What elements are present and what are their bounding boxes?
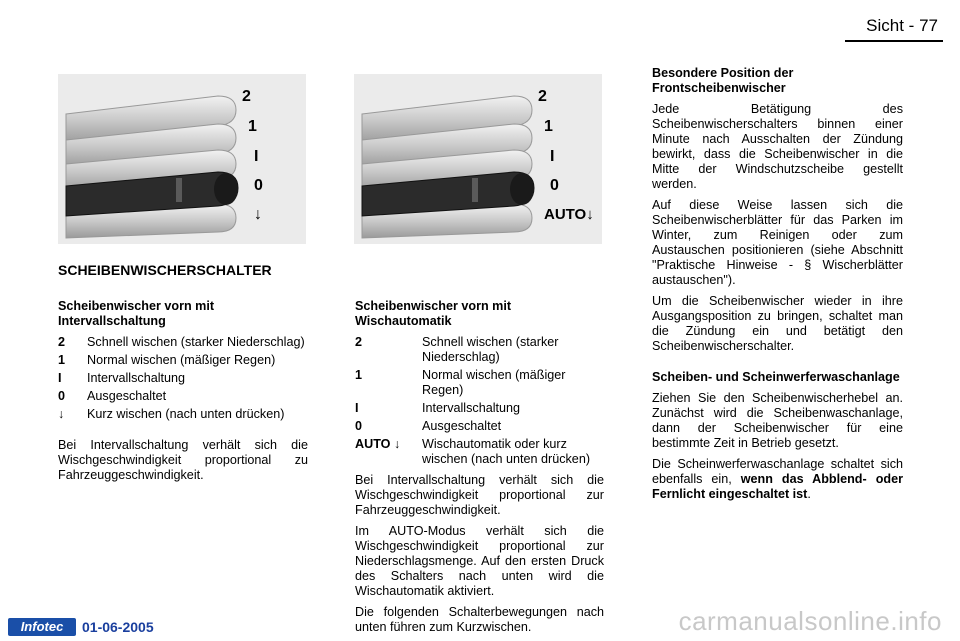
body-paragraph: Bei Intervallschaltung verhält sich die Wischgeschwindigkeit proportional zur Fahrzeuggeschwindigkeit. xyxy=(355,473,604,517)
position-row xyxy=(58,407,308,422)
position-label-1: 1 xyxy=(544,118,553,135)
position-key: ↓ xyxy=(58,407,65,421)
watermark: carmanualsonline.info xyxy=(678,606,942,636)
position-label-2: 2 xyxy=(538,88,547,105)
page-number: 77 xyxy=(919,16,938,35)
wiper-stalk-illustration xyxy=(58,74,306,244)
position-label-2: 2 xyxy=(242,88,251,105)
body-paragraph: Jede Betätigung des Scheibenwischerschalters binnen einer Minute nach Ausschalten der Zündung bewirkt, dass die Scheibenwischer in die Mitte der Windschutzscheibe gestellt werden. xyxy=(652,102,903,191)
position-desc: Ausgeschaltet xyxy=(422,419,502,433)
position-key: 1 xyxy=(58,353,66,367)
wiper-stalk-diagram-right xyxy=(354,74,602,244)
position-label-0: 0 xyxy=(254,177,263,194)
position-desc: Normal wischen (mäßiger Regen) xyxy=(87,353,276,367)
position-label-auto: AUTO↓ xyxy=(544,206,594,223)
position-desc: Schnell wischen (starker Niederschlag) xyxy=(422,335,559,364)
position-key: I xyxy=(58,371,62,385)
position-key: 2 xyxy=(58,335,66,349)
position-row xyxy=(355,401,604,416)
position-key: 2 xyxy=(355,335,363,349)
body-paragraph: Im AUTO-Modus verhält sich die Wischgeschwindigkeit proportional zur Niederschlagsmenge. Auf den ersten Druck des Schalters nach unten wird die Wischautomatik aktiviert. xyxy=(355,524,604,598)
position-row xyxy=(58,353,308,368)
body-paragraph: Ziehen Sie den Scheibenwischerhebel an. Zunächst wird die Scheibenwaschanlage, dann der Scheibenwischer für eine bestimmte Zeit in Betrieb gesetzt. xyxy=(652,391,903,450)
column-heading: Scheibenwischer vorn mit Intervallschaltung xyxy=(58,299,215,328)
position-desc: Intervallschaltung xyxy=(422,401,521,415)
position-row xyxy=(355,335,604,365)
last-para-start: Die Scheinwerferwaschanlage schaltet sich ebenfalls ein, xyxy=(652,457,903,486)
position-desc: Normal wischen (mäßiger Regen) xyxy=(422,368,566,397)
column-notes xyxy=(652,66,903,508)
last-para-end: . xyxy=(807,487,811,501)
header-separator: - xyxy=(908,16,915,35)
column-automatik xyxy=(355,299,604,641)
position-key: I xyxy=(355,401,359,415)
position-label-1: 1 xyxy=(248,118,257,135)
position-desc: Intervallschaltung xyxy=(87,371,186,385)
infotec-logo: Infotec xyxy=(8,618,76,636)
note-paragraph: Bei Intervallschaltung verhält sich die Wischgeschwindigkeit proportional zu Fahrzeuggeschwindigkeit. xyxy=(58,438,308,482)
edition-date: 01-06-2005 xyxy=(82,619,154,635)
position-label-0: 0 xyxy=(550,177,559,194)
position-row xyxy=(58,389,308,404)
position-desc: Ausgeschaltet xyxy=(87,389,167,403)
last-para-bold: wenn das Abblend- oder Fernlicht eingeschaltet ist xyxy=(652,472,903,501)
page-header xyxy=(866,16,938,36)
column-intervall xyxy=(58,299,308,489)
wiper-stalk-diagram-left xyxy=(58,74,306,244)
section-title: SCHEIBENWISCHERSCHALTER xyxy=(58,262,272,278)
position-key: 0 xyxy=(58,389,66,403)
position-row xyxy=(58,371,308,386)
body-paragraph: Die folgenden Schalterbewegungen nach unten führen zum Kurzwischen. xyxy=(355,605,604,634)
position-label-i: I xyxy=(254,148,259,165)
position-label-i: I xyxy=(550,148,555,165)
column-heading: Scheibenwischer vorn mit Wischautomatik xyxy=(355,299,512,328)
position-key: 1 xyxy=(355,368,363,382)
position-row xyxy=(355,419,604,434)
position-desc: Kurz wischen (nach unten drücken) xyxy=(87,407,285,421)
body-paragraph xyxy=(652,457,903,502)
position-desc: Wischautomatik oder kurz wischen (nach unten drücken) xyxy=(422,437,591,466)
position-desc: Schnell wischen (starker Niederschlag) xyxy=(87,335,305,349)
body-paragraph: Um die Scheibenwischer wieder in ihre Ausgangsposition zu bringen, schaltet man die Zündung ein und betätigt den Scheibenwischerschalter. xyxy=(652,294,903,353)
position-label-down: ↓ xyxy=(254,206,262,223)
subsection-heading: Scheiben- und Scheinwerferwaschanlage xyxy=(652,370,900,384)
section-name: Sicht xyxy=(866,16,904,35)
body-paragraph: Auf diese Weise lassen sich die Scheibenwischerblätter für das Parken im Winter, zum Reinigen oder zum Austauschen positionieren (siehe Abschnitt "Praktische Hinweise - § Wischerblätter austauschen"). xyxy=(652,198,903,287)
position-row xyxy=(355,368,604,398)
position-key: AUTO ↓ xyxy=(355,437,401,451)
position-row xyxy=(58,335,308,350)
header-rule xyxy=(845,40,943,42)
position-key: 0 xyxy=(355,419,363,433)
position-row xyxy=(355,437,604,467)
subsection-heading: Besondere Position der Frontscheibenwischer xyxy=(652,66,794,95)
